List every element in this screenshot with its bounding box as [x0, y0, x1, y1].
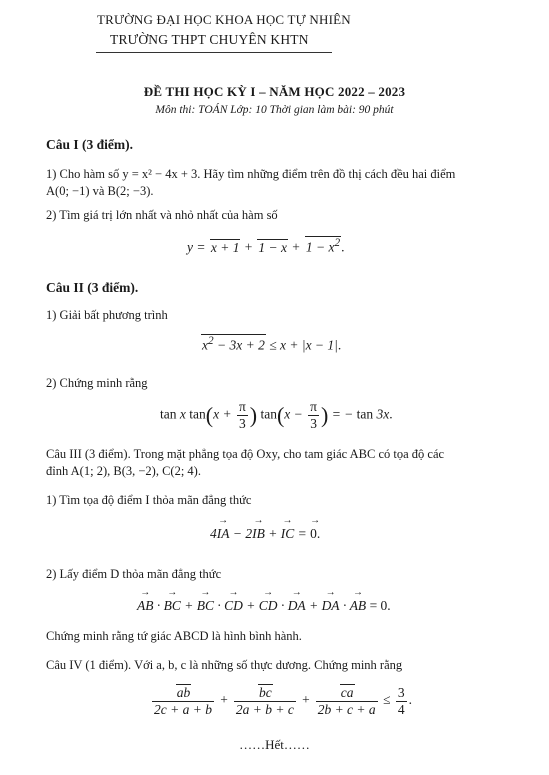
question-2-heading: Câu II (3 điểm). — [46, 280, 139, 295]
university-name: TRƯỜNG ĐẠI HỌC KHOA HỌC TỰ NHIÊN — [97, 12, 351, 27]
q2-trig-identity-formula: tan x tan(x + $\frac{\pi}{3}$ ) tan(x − $\frac{\pi}{3}$ ) = − tan 3x. — [160, 399, 393, 431]
q3-part1-text: 1) Tìm tọa độ điểm I thỏa mãn đẳng thức — [46, 493, 252, 507]
q3-line1: Câu III (3 điểm). Trong mặt phẳng tọa độ Oxy, cho tam giác ABC có tọa độ các — [46, 447, 445, 461]
question-1-heading: Câu I (3 điểm). — [46, 137, 133, 152]
header-underline — [96, 52, 332, 53]
q1-part2-text: 2) Tìm giá trị lớn nhất và nhỏ nhất của hàm số — [46, 208, 278, 222]
end-marker: ……Hết…… — [239, 737, 310, 752]
q4-inequality-formula: $\frac{ab}{2c + a + b}$ + $\frac{bc}{2a + b + c}$ + $\frac{ca}{2b + c + a}$ ≤ $\frac{3}{4}$ . — [154, 684, 412, 717]
q3-vector-equation-2: → AB · → BC + → BC · → CD + → CD · → DA + → DA · → AB = 0. — [137, 598, 391, 614]
q1-part1-line2: A(0; −1) và B(2; −3). — [46, 184, 154, 198]
q2-part1-text: 1) Giải bất phương trình — [46, 308, 168, 322]
q4-text: Câu IV (1 điểm). Với a, b, c là những số thực dương. Chứng minh rằng — [46, 658, 403, 672]
q3-line2: đỉnh A(1; 2), B(3, −2), C(2; 4). — [46, 464, 201, 478]
q3-conclusion-text: Chứng minh rằng tứ giác ABCD là hình bình hành. — [46, 629, 302, 643]
exam-subtitle: Môn thi: TOÁN Lớp: 10 Thời gian làm bài: 90 phút — [155, 104, 394, 116]
exam-title: ĐỀ THI HỌC KỲ I – NĂM HỌC 2022 – 2023 — [143, 84, 406, 99]
q2-part2-text: 2) Chứng minh rằng — [46, 376, 148, 390]
q3-vector-equation-1: 4→ IA − 2→ IB + → IC = → 0. — [210, 526, 320, 542]
q3-part2-text: 2) Lấy điểm D thỏa mãn đẳng thức — [46, 567, 222, 581]
q2-inequality-formula: $x^2 - 3x + 2 \le x + |x - 1|$. — [202, 335, 342, 353]
school-name: TRƯỜNG THPT CHUYÊN KHTN — [110, 32, 309, 47]
q1-function-formula: $y = x + 1 + 1 - x + 1 - x^2$. — [187, 237, 345, 255]
q1-part1-line1: 1) Cho hàm số y = x² − 4x + 3. Hãy tìm những điểm trên đồ thị cách đều hai điểm — [46, 167, 456, 181]
